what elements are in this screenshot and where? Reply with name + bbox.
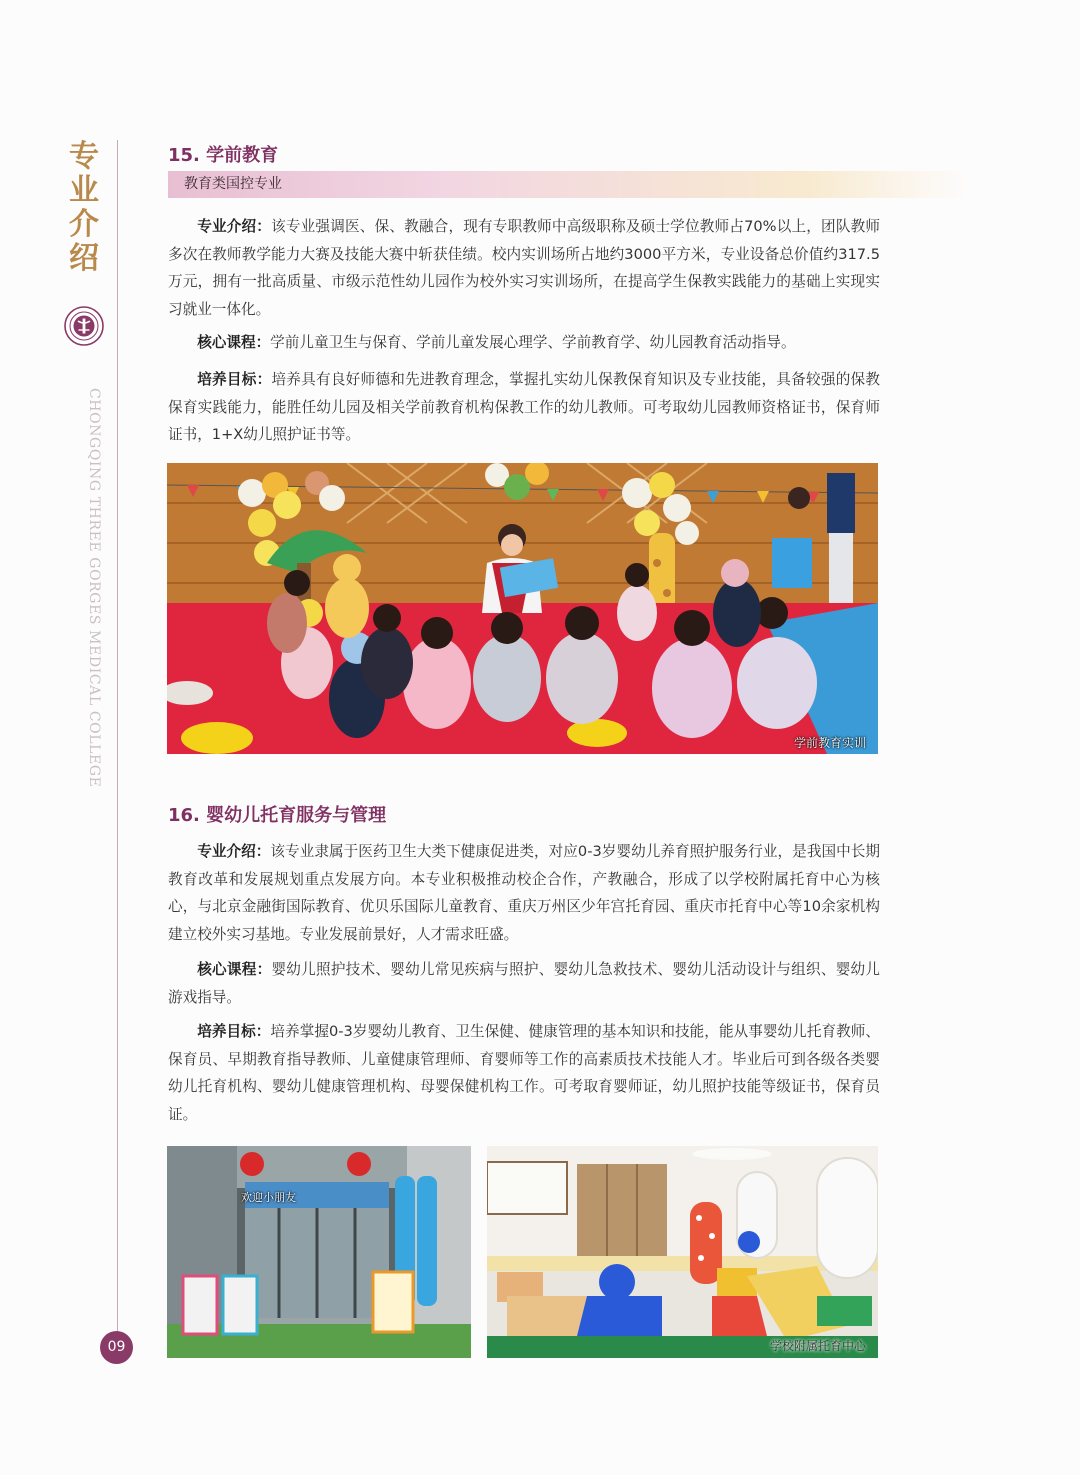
goal-text: 培养具有良好师德和先进教育理念，掌握扎实幼儿保教保育知识及专业技能，具备较强的保教保育实践能力，能胜任幼儿园及相关学前教育机构保教工作的幼儿教师。可考取幼儿园教师资格证书，保育师证书，1+X幼儿照护证书等。: [168, 371, 880, 443]
welcome-banner-text: 欢迎小朋友: [241, 1191, 296, 1204]
section-15-goal: [168, 366, 880, 449]
college-english-name: CHONGQING THREE GORGES MEDICAL COLLEGE: [86, 388, 102, 788]
section-16-title: 16. 婴幼儿托育服务与管理: [168, 805, 387, 826]
category-banner: [168, 171, 968, 198]
courses-text: 学前儿童卫生与保育、学前儿童发展心理学、学前教育学、幼儿园教育活动指导。: [270, 334, 796, 351]
courses-text: 婴幼儿照护技术、婴幼儿常见疾病与照护、婴幼儿急救技术、婴幼儿活动设计与组织、婴幼儿游戏指导。: [168, 961, 880, 1006]
section-15-title: 15. 学前教育: [168, 145, 279, 166]
section-16-intro: [168, 838, 880, 948]
courses-label: 核心课程：: [197, 334, 271, 351]
intro-label: 专业介绍：: [197, 218, 272, 235]
side-college-name: [66, 388, 102, 788]
photo-caption: 学校附属托育中心: [770, 1339, 867, 1353]
goal-label: 培养目标：: [197, 371, 272, 388]
side-title-char: 专: [69, 139, 99, 174]
section-16-goal: [168, 1018, 880, 1128]
intro-text: 该专业强调医、保、教融合，现有专职教师中高级职称及硕士学位教师占70%以上，团队教师多次在教师教学能力大赛及技能大赛中斩获佳绩。校内实训场所占地约3000平方米，专业设备总价值约317.5万元，拥有一批高质量、市级示范性幼儿园作为校外实习实训场所，在提高学生保教实践能力的基础上实现实习就业一体化。: [168, 218, 880, 318]
page-number-badge: 09: [100, 1331, 133, 1364]
courses-label: 核心课程：: [197, 961, 272, 978]
nursery-center-photo: [487, 1146, 878, 1358]
side-section-title: [66, 140, 102, 276]
goal-text: 培养掌握0-3岁婴幼儿教育、卫生保健、健康管理的基本知识和技能，能从事婴幼儿托育教师、保育员、早期教育指导教师、儿童健康管理师、育婴师等工作的高素质技术技能人才。毕业后可到各级各类婴幼儿托育机构、婴幼儿健康管理机构、母婴保健机构工作。可考取育婴师证，幼儿照护技能等级证书，保育员证。: [168, 1023, 880, 1123]
intro-label: 专业介绍：: [197, 843, 271, 860]
side-title-char: 介: [69, 207, 99, 242]
category-label: 教育类国控专业: [184, 176, 282, 192]
photo-caption: 学前教育实训: [794, 736, 867, 750]
preschool-training-photo: [167, 463, 878, 754]
section-15-courses: [168, 329, 880, 357]
side-divider-line: [117, 140, 118, 1340]
nursery-entrance-photo: [167, 1146, 471, 1358]
section-16-courses: [168, 956, 880, 1011]
side-title-char: 绍: [69, 241, 99, 276]
college-seal-logo: [64, 306, 104, 346]
side-title-char: 业: [69, 173, 99, 208]
intro-text: 该专业隶属于医药卫生大类下健康促进类，对应0-3岁婴幼儿养育照护服务行业，是我国中长期教育改革和发展规划重点发展方向。本专业积极推动校企合作，产教融合，形成了以学校附属托育中心为核心，与北京金融街国际教育、优贝乐国际儿童教育、重庆万州区少年宫托育园、重庆市托育中心等10余家机构建立校外实习基地。专业发展前景好，人才需求旺盛。: [168, 843, 880, 943]
section-15-intro: [168, 213, 880, 323]
goal-label: 培养目标：: [197, 1023, 271, 1040]
